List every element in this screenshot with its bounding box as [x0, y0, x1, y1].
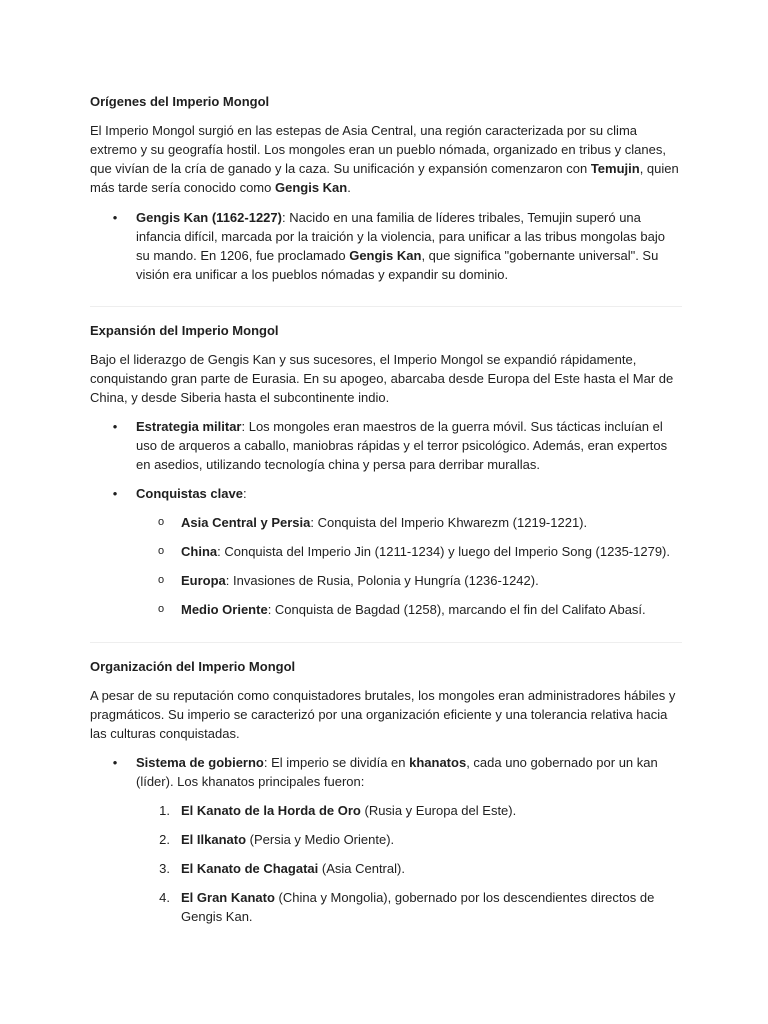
text: : El imperio se dividía en — [263, 755, 410, 770]
list-item — [90, 208, 682, 284]
bullet-icon: • — [112, 210, 118, 225]
bullet-icon: • — [112, 486, 118, 501]
numbered-item — [90, 888, 682, 926]
section-divider — [90, 642, 682, 643]
section-title: Expansión del Imperio Mongol — [90, 323, 279, 338]
bullet-icon: • — [112, 419, 118, 434]
bold-text: Gengis Kan — [349, 248, 422, 263]
bold-text: El Kanato de Chagatai — [181, 861, 319, 876]
section-divider — [90, 306, 682, 307]
bullet-list — [90, 417, 682, 619]
item-number: 3. — [159, 861, 170, 876]
text: (China y Mongolia), gobernado por los descendientes directos de Gengis Kan. — [181, 890, 655, 924]
bold-text: Medio Oriente — [181, 602, 268, 617]
circle-bullet-icon: o — [157, 574, 165, 586]
text: : Invasiones de Rusia, Polonia y Hungría (1236-1242). — [225, 573, 539, 588]
bullet-list — [90, 753, 682, 926]
circle-bullet-icon: o — [157, 603, 165, 615]
text: (Rusia y Europa del Este). — [360, 803, 517, 818]
section-title: Organización del Imperio Mongol — [90, 659, 296, 674]
section-expansion — [90, 321, 682, 619]
circle-bullet-icon: o — [157, 516, 165, 528]
bold-text: Estrategia militar — [136, 419, 242, 434]
section-origenes — [90, 92, 682, 284]
bold-text: El Ilkanato — [181, 832, 247, 847]
text: (Asia Central). — [318, 861, 405, 876]
text: , que significa "gobernante universal". Su visión era unificar a los pueblos nómadas y expandir su dominio. — [136, 248, 659, 282]
item-number: 2. — [159, 832, 170, 847]
text: El Imperio Mongol surgió en las estepas de Asia Central, una región caracterizada por su clima extremo y su geografía hostil. Los mongoles eran un pueblo nómada, organizado en tribus y clanes, que vivían de la cría de ganado y la caza. Su unificación y expansión comenzaron con — [90, 123, 666, 176]
bullet-list — [90, 208, 682, 284]
bold-text: Conquistas clave — [136, 486, 243, 501]
text: , quien más tarde sería conocido como — [90, 161, 679, 195]
section-organizacion — [90, 657, 682, 926]
text: : Conquista del Imperio Khwarezm (1219-1221). — [310, 515, 588, 530]
paragraph — [90, 121, 682, 197]
sub-list-item — [90, 513, 682, 532]
numbered-item — [90, 859, 682, 878]
list-item — [90, 753, 682, 926]
section-title: Orígenes del Imperio Mongol — [90, 94, 270, 109]
text: : Los mongoles eran maestros de la guerra móvil. Sus tácticas incluían el uso de arqueros a caballo, maniobras rápidas y el terror psicológico. Además, eran expertos en asedios, utilizando tecnología china y persa para derribar murallas. — [136, 419, 668, 472]
text: : Conquista del Imperio Jin (1211-1234) y luego del Imperio Song (1235-1279). — [217, 544, 670, 559]
text: . — [347, 180, 351, 195]
sub-list-item — [90, 600, 682, 619]
item-number: 4. — [159, 890, 170, 905]
numbered-item — [90, 830, 682, 849]
text: : Nacido en una familia de líderes tribales, Temujin superó una infancia difícil, marcada por la traición y la violencia, para unificar a las tribus mongolas bajo su mando. En 1206, fue proclamado — [136, 210, 665, 263]
numbered-list — [136, 801, 682, 926]
bold-text: Sistema de gobierno — [136, 755, 264, 770]
circle-bullet-icon: o — [157, 545, 165, 557]
bold-text: Gengis Kan — [274, 180, 348, 195]
text: : — [242, 486, 247, 501]
item-number: 1. — [159, 803, 170, 818]
sub-list-item — [90, 571, 682, 590]
bold-text: El Kanato de la Horda de Oro — [181, 803, 361, 818]
bold-text: Temujin — [590, 161, 640, 176]
bold-text: China — [181, 544, 218, 559]
paragraph: Bajo el liderazgo de Gengis Kan y sus sucesores, el Imperio Mongol se expandió rápidamente, conquistando gran parte de Eurasia. En su apogeo, abarcaba desde Europa del Este hasta el Mar de China, y desde Siberia hasta el subcontinente indio. — [90, 352, 674, 405]
text: : Conquista de Bagdad (1258), marcando el fin del Califato Abasí. — [267, 602, 646, 617]
paragraph: A pesar de su reputación como conquistadores brutales, los mongoles eran administradores hábiles y pragmáticos. Su imperio se caracterizó por una organización eficiente y una tolerancia relativa hacia las culturas conquistadas. — [90, 688, 676, 741]
list-item — [90, 484, 682, 619]
sub-list-item — [90, 542, 682, 561]
bold-text: Asia Central y Persia — [181, 515, 311, 530]
text: (Persia y Medio Oriente). — [246, 832, 395, 847]
bold-text: Europa — [181, 573, 226, 588]
numbered-item — [90, 801, 682, 820]
bullet-icon: • — [112, 755, 118, 770]
bold-text: Gengis Kan (1162-1227) — [136, 210, 282, 225]
text: , cada uno gobernado por un kan (líder). Los khanatos principales fueron: — [136, 755, 658, 789]
bold-text: El Gran Kanato — [181, 890, 275, 905]
sub-bullet-list — [136, 513, 682, 619]
bold-text: khanatos — [409, 755, 467, 770]
list-item — [90, 417, 682, 474]
